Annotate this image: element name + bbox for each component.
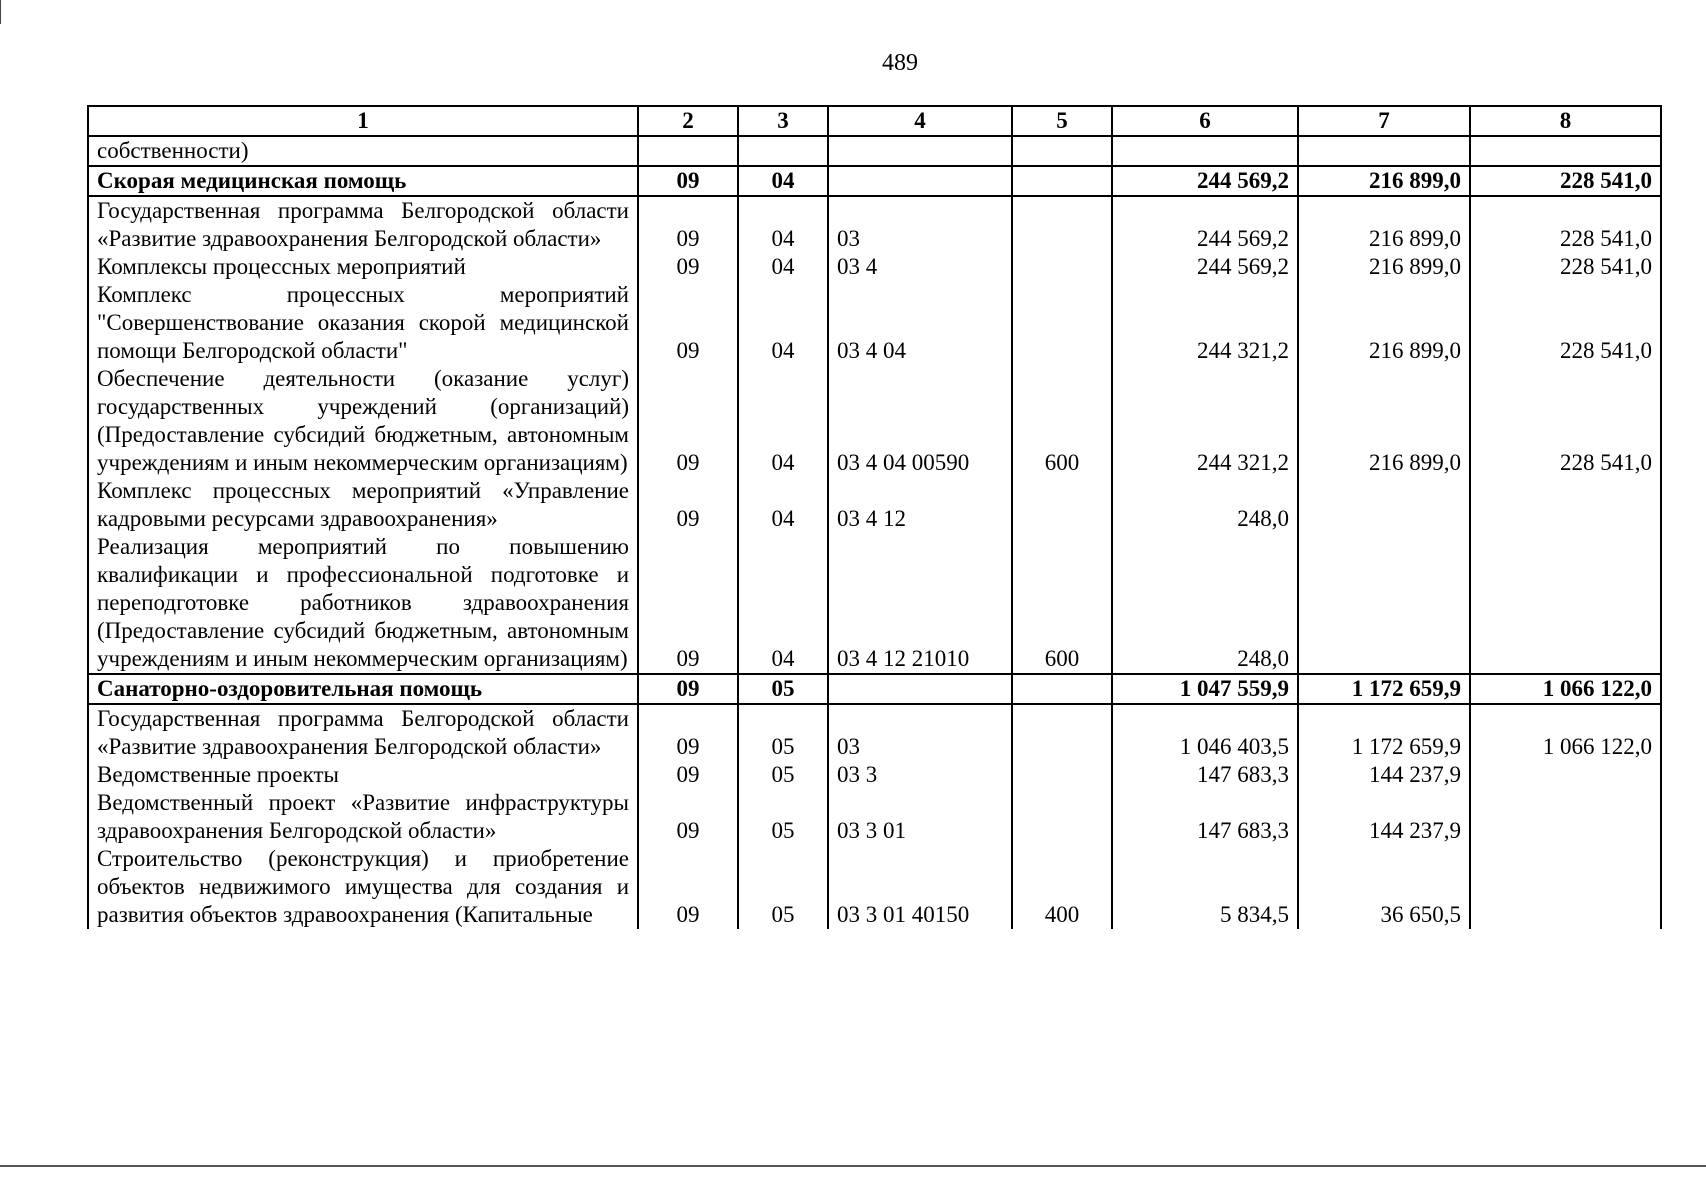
row-expense-type — [1012, 136, 1112, 166]
row-expense-type — [1012, 166, 1112, 196]
row-section-code: 09 — [638, 365, 738, 477]
row-target-article — [828, 136, 1012, 166]
row-amount-year-3: 1 066 122,0 — [1470, 674, 1661, 704]
row-amount-year-3: 228 541,0 — [1470, 365, 1661, 477]
page-number: 489 — [882, 50, 918, 76]
row-section-code: 09 — [638, 674, 738, 704]
row-target-article: 03 3 01 40150 — [828, 845, 1012, 929]
column-header-7: 7 — [1298, 106, 1470, 136]
scan-edge-left — [0, 0, 1, 24]
row-amount-year-3 — [1470, 761, 1661, 789]
row-subsection-code: 04 — [738, 166, 828, 196]
scan-edge-bottom — [0, 1165, 1706, 1167]
row-expense-type: 600 — [1012, 365, 1112, 477]
row-amount-year-1: 248,0 — [1112, 533, 1298, 674]
row-expense-type — [1012, 196, 1112, 253]
row-section-code: 09 — [638, 477, 738, 533]
row-amount-year-2: 216 899,0 — [1298, 253, 1470, 281]
row-subsection-code: 04 — [738, 281, 828, 365]
table-row — [88, 533, 1661, 674]
column-header-4: 4 — [828, 106, 1012, 136]
row-subsection-code: 04 — [738, 196, 828, 253]
row-amount-year-2: 144 237,9 — [1298, 789, 1470, 845]
table-row — [88, 196, 1661, 253]
row-subsection-code — [738, 136, 828, 166]
row-amount-year-2 — [1298, 136, 1470, 166]
row-amount-year-2: 216 899,0 — [1298, 166, 1470, 196]
row-amount-year-3 — [1470, 845, 1661, 929]
row-section-code: 09 — [638, 166, 738, 196]
row-amount-year-3 — [1470, 533, 1661, 674]
table-row — [88, 365, 1661, 477]
row-description: Ведомственный проект «Развитие инфраструктуры здравоохранения Белгородской области» — [88, 789, 638, 845]
row-section-code — [638, 136, 738, 166]
row-target-article: 03 4 — [828, 253, 1012, 281]
row-amount-year-1: 147 683,3 — [1112, 789, 1298, 845]
row-expense-type — [1012, 281, 1112, 365]
row-description: Государственная программа Белгородской области «Развитие здравоохранения Белгородской области» — [88, 196, 638, 253]
table-row — [88, 789, 1661, 845]
row-section-code: 09 — [638, 196, 738, 253]
row-target-article: 03 4 12 21010 — [828, 533, 1012, 674]
row-amount-year-2: 144 237,9 — [1298, 761, 1470, 789]
column-header-6: 6 — [1112, 106, 1298, 136]
row-subsection-code: 05 — [738, 704, 828, 761]
row-expense-type — [1012, 704, 1112, 761]
row-target-article: 03 3 — [828, 761, 1012, 789]
row-target-article — [828, 166, 1012, 196]
row-amount-year-1: 244 569,2 — [1112, 166, 1298, 196]
row-description: Государственная программа Белгородской области «Развитие здравоохранения Белгородской области» — [88, 704, 638, 761]
budget-table — [87, 105, 1662, 929]
row-amount-year-3: 1 066 122,0 — [1470, 704, 1661, 761]
row-amount-year-2: 1 172 659,9 — [1298, 704, 1470, 761]
row-amount-year-2: 216 899,0 — [1298, 281, 1470, 365]
row-section-code: 09 — [638, 533, 738, 674]
row-expense-type — [1012, 789, 1112, 845]
column-header-1: 1 — [88, 106, 638, 136]
column-header-5: 5 — [1012, 106, 1112, 136]
row-section-code: 09 — [638, 281, 738, 365]
row-expense-type — [1012, 477, 1112, 533]
table-row — [88, 477, 1661, 533]
row-amount-year-1: 1 046 403,5 — [1112, 704, 1298, 761]
row-section-code: 09 — [638, 704, 738, 761]
row-expense-type: 400 — [1012, 845, 1112, 929]
row-target-article: 03 3 01 — [828, 789, 1012, 845]
column-header-8: 8 — [1470, 106, 1661, 136]
table-row — [88, 281, 1661, 365]
row-amount-year-2: 216 899,0 — [1298, 196, 1470, 253]
row-amount-year-1 — [1112, 136, 1298, 166]
row-expense-type — [1012, 761, 1112, 789]
row-description: Санаторно-оздоровительная помощь — [88, 674, 638, 704]
row-target-article: 03 4 04 00590 — [828, 365, 1012, 477]
table-row — [88, 136, 1661, 166]
row-expense-type — [1012, 253, 1112, 281]
row-amount-year-1: 1 047 559,9 — [1112, 674, 1298, 704]
row-target-article: 03 — [828, 196, 1012, 253]
row-description: Обеспечение деятельности (оказание услуг) государственных учреждений (организаций) (Предоставление субсидий бюджетным, автономным учреждениям и иным некоммерческим организациям) — [88, 365, 638, 477]
row-amount-year-3 — [1470, 477, 1661, 533]
row-amount-year-3: 228 541,0 — [1470, 166, 1661, 196]
column-header-2: 2 — [638, 106, 738, 136]
row-amount-year-1: 244 569,2 — [1112, 196, 1298, 253]
section-row — [88, 166, 1661, 196]
row-subsection-code: 05 — [738, 789, 828, 845]
row-description: Строительство (реконструкция) и приобретение объектов недвижимого имущества для создания и развития объектов здравоохранения (Капитальные — [88, 845, 638, 929]
row-description: Комплекс процессных мероприятий "Совершенствование оказания скорой медицинской помощи Белгородской области" — [88, 281, 638, 365]
row-subsection-code: 04 — [738, 477, 828, 533]
row-amount-year-2: 216 899,0 — [1298, 365, 1470, 477]
table-row — [88, 704, 1661, 761]
row-section-code: 09 — [638, 761, 738, 789]
column-header-3: 3 — [738, 106, 828, 136]
row-amount-year-1: 244 321,2 — [1112, 365, 1298, 477]
row-description: Ведомственные проекты — [88, 761, 638, 789]
row-expense-type: 600 — [1012, 533, 1112, 674]
row-subsection-code: 04 — [738, 533, 828, 674]
row-amount-year-3: 228 541,0 — [1470, 281, 1661, 365]
row-amount-year-1: 5 834,5 — [1112, 845, 1298, 929]
row-section-code: 09 — [638, 845, 738, 929]
header-row — [88, 106, 1661, 136]
row-expense-type — [1012, 674, 1112, 704]
row-description: собственности) — [88, 136, 638, 166]
row-section-code: 09 — [638, 253, 738, 281]
row-amount-year-3 — [1470, 136, 1661, 166]
section-row — [88, 674, 1661, 704]
table-row — [88, 845, 1661, 929]
row-amount-year-2: 36 650,5 — [1298, 845, 1470, 929]
row-amount-year-1: 147 683,3 — [1112, 761, 1298, 789]
row-target-article — [828, 674, 1012, 704]
row-amount-year-1: 244 321,2 — [1112, 281, 1298, 365]
row-description: Скорая медицинская помощь — [88, 166, 638, 196]
row-subsection-code: 04 — [738, 253, 828, 281]
row-subsection-code: 05 — [738, 761, 828, 789]
row-target-article: 03 4 12 — [828, 477, 1012, 533]
row-subsection-code: 04 — [738, 365, 828, 477]
row-amount-year-2 — [1298, 533, 1470, 674]
row-amount-year-1: 248,0 — [1112, 477, 1298, 533]
row-description: Комплексы процессных мероприятий — [88, 253, 638, 281]
row-amount-year-3: 228 541,0 — [1470, 196, 1661, 253]
table-row — [88, 761, 1661, 789]
row-description: Реализация мероприятий по повышению квалификации и профессиональной подготовке и переподготовке работников здравоохранения (Предоставление субсидий бюджетным, автономным учреждениям и иным некоммерческим организациям) — [88, 533, 638, 674]
row-amount-year-2: 1 172 659,9 — [1298, 674, 1470, 704]
row-target-article: 03 — [828, 704, 1012, 761]
row-amount-year-2 — [1298, 477, 1470, 533]
row-amount-year-1: 244 569,2 — [1112, 253, 1298, 281]
table-row — [88, 253, 1661, 281]
row-subsection-code: 05 — [738, 674, 828, 704]
row-subsection-code: 05 — [738, 845, 828, 929]
row-amount-year-3: 228 541,0 — [1470, 253, 1661, 281]
row-description: Комплекс процессных мероприятий «Управление кадровыми ресурсами здравоохранения» — [88, 477, 638, 533]
row-target-article: 03 4 04 — [828, 281, 1012, 365]
row-amount-year-3 — [1470, 789, 1661, 845]
row-section-code: 09 — [638, 789, 738, 845]
